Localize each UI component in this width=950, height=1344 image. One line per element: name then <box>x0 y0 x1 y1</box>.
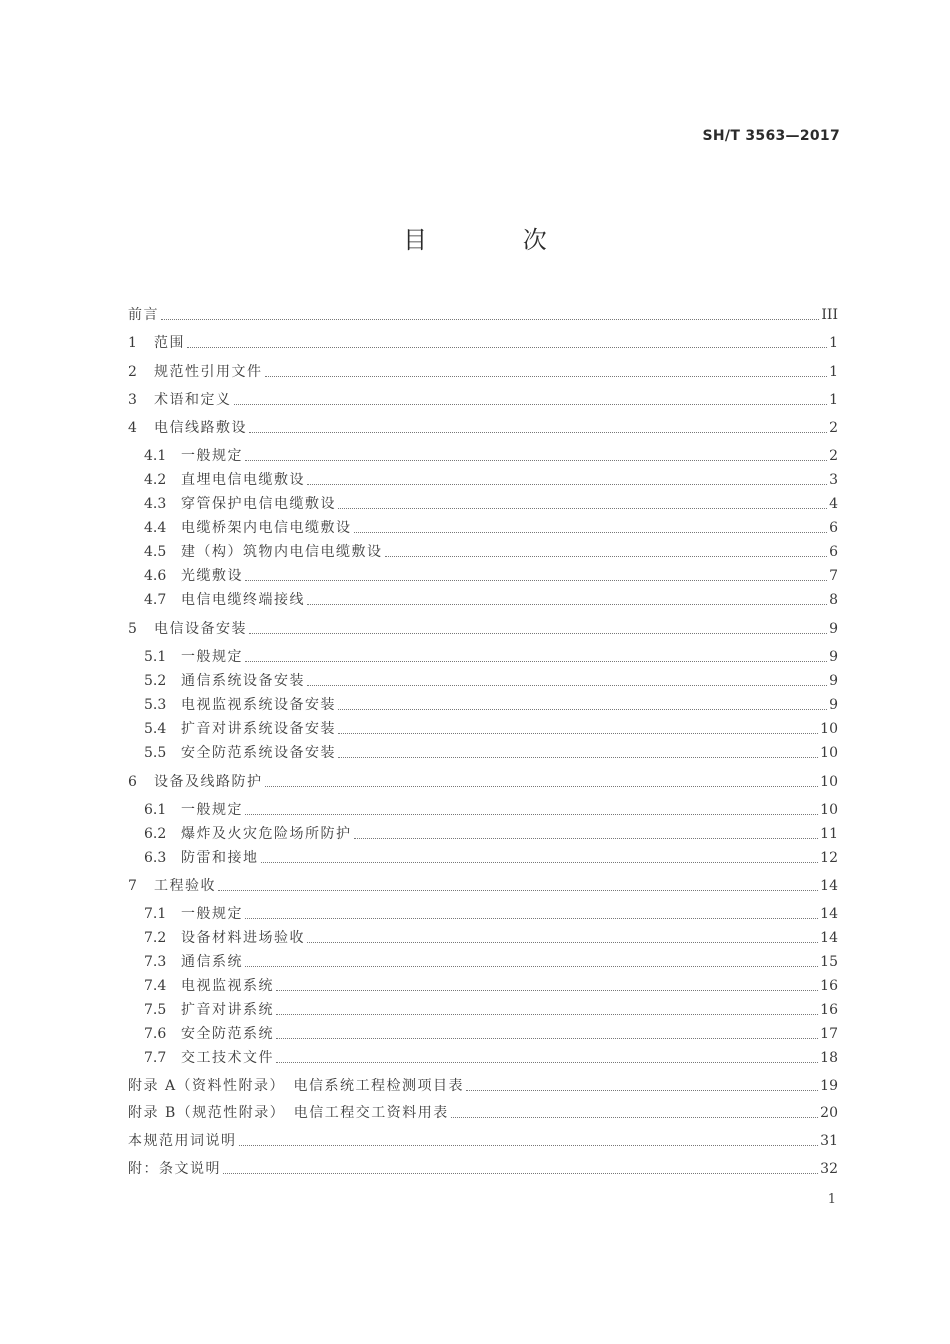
toc-leader-dots <box>338 708 827 710</box>
toc-entry-number: 7.4 <box>144 978 167 994</box>
toc-leader-dots <box>276 989 818 991</box>
toc-entry-page: 17 <box>820 1026 838 1042</box>
toc-entry-number: 4.3 <box>144 496 167 512</box>
toc-entry[interactable] <box>128 873 838 895</box>
toc-leader-dots <box>223 1172 818 1174</box>
toc-entry-page: 9 <box>829 697 838 713</box>
toc-entry-number: 7.1 <box>144 906 167 922</box>
toc-entry-label: 电缆桥架内电信电缆敷设 <box>181 520 352 536</box>
toc-entry-page: 16 <box>820 978 838 994</box>
toc-entry-label: 设备及线路防护 <box>154 774 263 790</box>
toc-entry-label: 电信电缆终端接线 <box>181 592 305 608</box>
toc-entry-number: 2 <box>128 364 137 380</box>
toc-leader-dots <box>451 1116 818 1118</box>
toc-leader-dots <box>245 917 818 919</box>
toc-entry-page: 10 <box>820 745 838 761</box>
toc-entry-label: 范围 <box>154 335 185 351</box>
toc-entry-label: 本规范用词说明 <box>128 1133 237 1149</box>
toc-leader-dots <box>338 732 818 734</box>
toc-leader-dots <box>245 459 827 461</box>
toc-entry-page: 9 <box>829 621 838 637</box>
toc-entry[interactable] <box>128 616 838 638</box>
toc-entry[interactable] <box>128 302 838 324</box>
toc-entry-number: 5 <box>128 621 137 637</box>
toc-entry[interactable] <box>144 949 838 971</box>
toc-entry-number: 7.3 <box>144 954 167 970</box>
toc-entry[interactable] <box>144 644 838 666</box>
toc-entry-number: 5.1 <box>144 649 167 665</box>
toc-entry-page: 10 <box>820 721 838 737</box>
standard-code: SH/T 3563—2017 <box>702 128 840 144</box>
toc-entry-number: 7.5 <box>144 1002 167 1018</box>
toc-entry-number: 4.2 <box>144 472 167 488</box>
toc-entry-label: 光缆敷设 <box>181 568 243 584</box>
toc-entry-label: 安全防范系统设备安装 <box>181 745 336 761</box>
toc-entry-number: 6.2 <box>144 826 167 842</box>
toc-entry[interactable] <box>128 359 838 381</box>
toc-entry[interactable] <box>128 1073 838 1095</box>
toc-entry-label: 前言 <box>128 307 159 323</box>
toc-leader-dots <box>385 555 828 557</box>
toc-entry-page: 20 <box>820 1105 838 1121</box>
toc-entry[interactable] <box>128 415 838 437</box>
toc-leader-dots <box>276 1037 818 1039</box>
toc-leader-dots <box>161 318 819 320</box>
toc-leader-dots <box>245 813 818 815</box>
toc-entry[interactable] <box>128 1128 838 1150</box>
toc-entry-page: 8 <box>829 592 838 608</box>
toc-entry-number: 5.5 <box>144 745 167 761</box>
toc-leader-dots <box>338 756 818 758</box>
toc-entry[interactable] <box>144 515 838 537</box>
toc-entry-label: 通信系统设备安装 <box>181 673 305 689</box>
toc-entry-number: 6.3 <box>144 850 167 866</box>
toc-entry[interactable] <box>128 769 838 791</box>
toc-entry-page: 10 <box>820 774 838 790</box>
toc-leader-dots <box>466 1089 818 1091</box>
toc-leader-dots <box>265 785 819 787</box>
toc-leader-dots <box>239 1144 819 1146</box>
toc-entry-label: 防雷和接地 <box>181 850 259 866</box>
page-title: 目 次 <box>403 226 591 254</box>
toc-entry-page: 19 <box>820 1078 838 1094</box>
page-number: 1 <box>827 1192 836 1207</box>
toc-entry-label: 工程验收 <box>154 878 216 894</box>
toc-entry-number: 3 <box>128 392 137 408</box>
toc-entry-page: 7 <box>829 568 838 584</box>
toc-entry-page: 18 <box>820 1050 838 1066</box>
toc-entry[interactable] <box>128 1156 838 1178</box>
toc-entry[interactable] <box>144 539 838 561</box>
toc-entry-label: 术语和定义 <box>154 392 232 408</box>
toc-entry-page: 12 <box>820 850 838 866</box>
toc-leader-dots <box>307 941 818 943</box>
toc-entry-page: 11 <box>820 826 838 842</box>
toc-leader-dots <box>187 346 827 348</box>
toc-entry-page: 9 <box>829 649 838 665</box>
toc-leader-dots <box>249 431 827 433</box>
toc-entry-page: 4 <box>829 496 838 512</box>
toc-entry-page: 1 <box>829 364 838 380</box>
toc-entry-label: 交工技术文件 <box>181 1050 274 1066</box>
toc-entry-label: 一般规定 <box>181 906 243 922</box>
toc-entry[interactable] <box>144 587 838 609</box>
toc-entry-number: 6 <box>128 774 137 790</box>
toc-entry-number: 7.6 <box>144 1026 167 1042</box>
toc-leader-dots <box>249 632 827 634</box>
toc-entry-page: 3 <box>829 472 838 488</box>
toc-entry-page: 1 <box>829 335 838 351</box>
toc-entry-page: 15 <box>820 954 838 970</box>
toc-entry[interactable] <box>144 491 838 513</box>
toc-entry[interactable] <box>144 467 838 489</box>
toc-entry-page: 14 <box>820 906 838 922</box>
toc-entry-page: 6 <box>829 544 838 560</box>
toc-entry[interactable] <box>144 821 838 843</box>
toc-leader-dots <box>245 660 827 662</box>
toc-entry-number: 4.6 <box>144 568 167 584</box>
toc-entry[interactable] <box>144 997 838 1019</box>
toc-entry-label: 通信系统 <box>181 954 243 970</box>
toc-leader-dots <box>245 579 827 581</box>
toc-entry-number: 5.3 <box>144 697 167 713</box>
toc-leader-dots <box>276 1013 818 1015</box>
toc-entry[interactable] <box>144 563 838 585</box>
toc-entry[interactable] <box>128 387 838 409</box>
toc-entry-page: III <box>821 307 838 323</box>
toc-entry-page: 32 <box>820 1161 838 1177</box>
toc-leader-dots <box>245 965 818 967</box>
toc-entry[interactable] <box>144 925 838 947</box>
toc-entry-label: 一般规定 <box>181 448 243 464</box>
toc-entry[interactable] <box>144 901 838 923</box>
toc-entry-label: 建（构）筑物内电信电缆敷设 <box>181 544 383 560</box>
toc-entry[interactable] <box>144 443 838 465</box>
toc-entry-page: 14 <box>820 878 838 894</box>
toc-entry[interactable] <box>128 1100 838 1122</box>
toc-entry-number: 5.2 <box>144 673 167 689</box>
toc-entry-number: 5.4 <box>144 721 167 737</box>
toc-entry[interactable] <box>144 973 838 995</box>
toc-entry-number: 1 <box>128 335 137 351</box>
toc-leader-dots <box>307 483 827 485</box>
toc-entry-number: 4.1 <box>144 448 167 464</box>
toc-entry-number: 4.4 <box>144 520 167 536</box>
toc-entry-number: 7.2 <box>144 930 167 946</box>
toc-entry-label: 穿管保护电信电缆敷设 <box>181 496 336 512</box>
toc-entry-label: 电视监视系统设备安装 <box>181 697 336 713</box>
toc-entry-label: 附录 A（资料性附录） 电信系统工程检测项目表 <box>128 1078 465 1094</box>
toc-entry[interactable] <box>144 797 838 819</box>
toc-entry-label: 电视监视系统 <box>181 978 274 994</box>
toc-entry-label: 一般规定 <box>181 649 243 665</box>
toc-entry-label: 爆炸及火灾危险场所防护 <box>181 826 352 842</box>
toc-entry-label: 安全防范系统 <box>181 1026 274 1042</box>
toc-entry-page: 2 <box>829 420 838 436</box>
toc-entry-page: 2 <box>829 448 838 464</box>
toc-entry-number: 4.7 <box>144 592 167 608</box>
toc-entry-page: 31 <box>820 1133 838 1149</box>
toc-entry[interactable] <box>144 1045 838 1067</box>
toc-entry-number: 7 <box>128 878 137 894</box>
toc-entry-page: 6 <box>829 520 838 536</box>
toc-leader-dots <box>276 1061 818 1063</box>
toc-entry[interactable] <box>144 740 838 762</box>
toc-entry-page: 9 <box>829 673 838 689</box>
toc-leader-dots <box>354 837 819 839</box>
toc-entry-label: 设备材料进场验收 <box>181 930 305 946</box>
toc-entry-number: 6.1 <box>144 802 167 818</box>
toc-entry[interactable] <box>144 716 838 738</box>
toc-entry[interactable] <box>144 1021 838 1043</box>
toc-entry-label: 扩音对讲系统 <box>181 1002 274 1018</box>
toc-entry[interactable] <box>144 668 838 690</box>
toc-leader-dots <box>218 889 818 891</box>
toc-leader-dots <box>354 531 828 533</box>
toc-leader-dots <box>265 375 828 377</box>
toc-entry[interactable] <box>128 330 838 352</box>
toc-entry-label: 扩音对讲系统设备安装 <box>181 721 336 737</box>
toc-entry-label: 电信线路敷设 <box>154 420 247 436</box>
toc-entry-label: 规范性引用文件 <box>154 364 263 380</box>
toc-entry-label: 附录 B（规范性附录） 电信工程交工资料用表 <box>128 1105 449 1121</box>
toc-entry-number: 4 <box>128 420 137 436</box>
toc-entry-label: 一般规定 <box>181 802 243 818</box>
toc-leader-dots <box>338 507 827 509</box>
toc-entry[interactable] <box>144 845 838 867</box>
toc-entry-page: 14 <box>820 930 838 946</box>
toc-leader-dots <box>261 861 819 863</box>
toc-entry-label: 附：条文说明 <box>128 1161 221 1177</box>
toc-entry-label: 直埋电信电缆敷设 <box>181 472 305 488</box>
toc-entry-number: 4.5 <box>144 544 167 560</box>
toc-leader-dots <box>307 603 827 605</box>
toc-entry-page: 16 <box>820 1002 838 1018</box>
toc-entry[interactable] <box>144 692 838 714</box>
toc-entry-page: 1 <box>829 392 838 408</box>
toc-entry-label: 电信设备安装 <box>154 621 247 637</box>
toc-leader-dots <box>307 684 827 686</box>
toc-entry-page: 10 <box>820 802 838 818</box>
toc-entry-number: 7.7 <box>144 1050 167 1066</box>
toc-leader-dots <box>234 403 828 405</box>
